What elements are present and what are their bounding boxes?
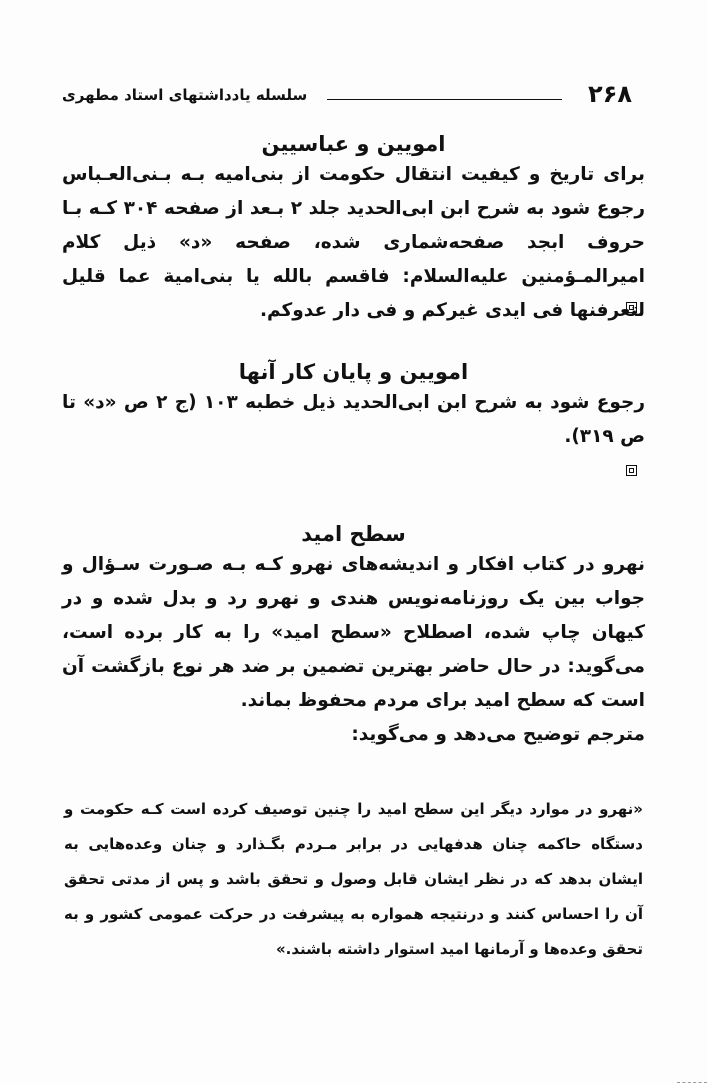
- quoted-passage: «نهرو در موارد دیگر این سطح امید را چنین توصیف کرده است کـه حکومت و دستگاه حاکمه چنان هدفهایی در برابر مـردم بگـذارد و چنان وعده‌هایی به ایشان بدهد که در نظر ایشان قابل وصول و تحقق باشد و پس از مدتی تحقق آن را احساس کنند و درنتیجه همواره به پیشرفت در حرکت عمومی کشور و به تحقق وعده‌ها و آرمانها امید استوار داشته باشند.»: [64, 800, 643, 958]
- section-heading: امویین و عباسیین: [261, 132, 446, 156]
- page-number: ۲۶۸: [588, 80, 632, 108]
- section-heading: سطح امید: [301, 522, 406, 546]
- section-level-of-hope: [62, 522, 645, 967]
- section-umayyads-end: [62, 360, 645, 454]
- section-end-mark: [626, 465, 637, 476]
- section-paragraph: برای تاریخ و کیفیت انتقال حکومت از بنی‌امیه بـه بـنی‌العـباس رجوع شود به شرح ابن ابی‌الحدید جلد ۲ بـعد از صفحه ۳۰۴ کـه بـا حروف ابجد صفحه‌شماری شده، صفحه «د» ذیل کلام امیرالمـؤمنین علیه‌السلام: فاقسم بالله یا بنی‌امیة عما قلیل لتعرفنها فی ایدی غیرکم و فی دار عدوکم.: [62, 164, 645, 321]
- section-paragraph: رجوع شود به شرح ابن ابی‌الحدید ذیل خطبه ۱۰۳ (ج ۲ ص «د» تا ص ۳۱۹).: [62, 392, 645, 447]
- section-heading: امویین و پایان کار آنها: [238, 360, 469, 384]
- page-header: [62, 82, 632, 112]
- section-paragraph: مترجم توضیح می‌دهد و می‌گوید:: [351, 724, 645, 745]
- section-end-mark: [626, 302, 637, 313]
- section-umayyads-abbasids: [62, 132, 645, 328]
- section-paragraph: نهرو در کتاب افکار و اندیشه‌های نهرو کـه بـه صـورت سـؤال و جواب بین یک روزنامه‌نویس هندی و نهرو رد و بدل شده و در کیهان چاپ شده، اصطلاح «سطح امید» را به کار برده است، می‌گوید: در حال حاضر بهترین تضمین بر ضد هر نوع بازگشت آن است که سطح امید برای مردم محفوظ بماند.: [62, 554, 645, 711]
- running-title: سلسله یادداشتهای استاد مطهری: [62, 86, 308, 104]
- header-rule: [327, 99, 562, 100]
